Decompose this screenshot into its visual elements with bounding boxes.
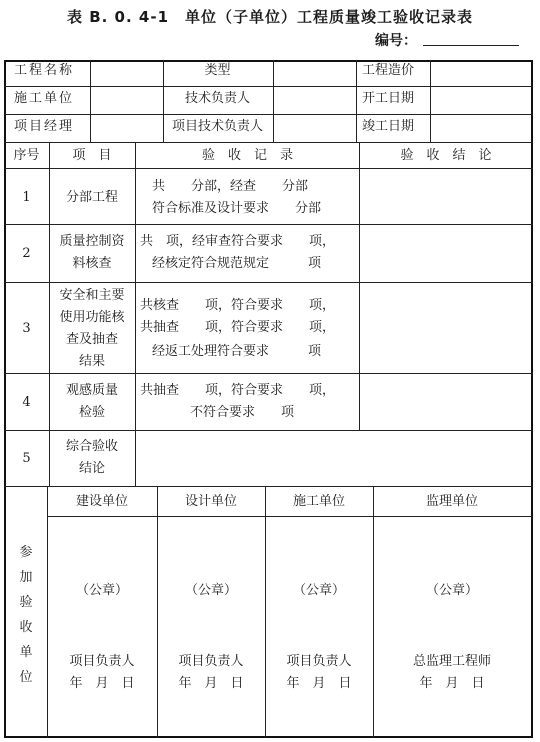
field-start-date[interactable] [433,88,529,112]
item-3-name-line2: 使用功能核 [59,310,125,325]
field-finish-date[interactable] [433,116,529,140]
grid-hline [4,168,533,169]
side-char: 参 [19,545,33,560]
grid-vline [90,60,91,142]
label-finish-date: 竣工日期 [362,119,415,134]
item-5-name-line2: 结论 [78,461,105,476]
item-3-name-line1: 安全和主要 [59,288,125,303]
unit-designer-name: 设计单位 [184,494,237,509]
item-3-record-line3: 经返工处理符合要求 项 [152,344,322,359]
label-tech-lead: 技术负责人 [184,91,250,106]
item-3-name-line4: 结果 [78,354,105,369]
grid-vline [265,486,266,738]
grid-hline [4,486,533,487]
grid-hline [4,114,533,115]
field-type[interactable] [275,60,353,84]
grid-vline [163,60,164,142]
unit-supervisor-seal: （公章） [425,583,478,598]
side-char: 位 [19,670,33,685]
field-constructor[interactable] [93,88,161,112]
label-project-name: 工程名称 [14,63,75,78]
side-char: 单 [19,645,33,660]
grid-vline [356,60,357,142]
grid-hline [4,282,533,283]
participants-header-line [48,516,533,517]
item-4-seq: 4 [22,395,31,410]
unit-contractor-name: 施工单位 [292,494,345,509]
grid-vline [157,486,158,738]
label-project-manager: 项目经理 [14,119,75,134]
item-5-name-line1: 综合验收 [65,439,118,454]
grid-hline [4,224,533,225]
grid-vline [373,486,374,738]
field-project-tech-lead[interactable] [275,116,353,140]
label-project-tech-lead: 项目技术负责人 [171,119,263,134]
label-cost: 工程造价 [362,63,415,78]
unit-contractor-date: 年 月 日 [286,676,352,691]
unit-owner-seal: （公章） [75,583,128,598]
serial-label: 编号： [375,33,417,49]
field-project-manager[interactable] [93,116,161,140]
item-2-record-line2: 经核定符合规范规定 项 [152,256,322,271]
item-1-record-line2: 符合标准及设计要求 分部 [152,201,322,216]
side-char: 验 [19,595,33,610]
grid-vline [273,60,274,142]
item-4-record-line1: 共抽查 项，符合要求 项， [140,383,336,398]
label-start-date: 开工日期 [362,91,415,106]
grid-hline [4,86,533,87]
item-1-record-line1: 共 分部，经查 分部 [152,179,309,194]
unit-designer-date: 年 月 日 [178,676,244,691]
conclusion-2[interactable] [362,228,530,280]
conclusion-3[interactable] [362,285,530,371]
item-4-name-line1: 观感质量 [65,383,118,398]
unit-owner-name: 建设单位 [75,494,128,509]
page-title: 表 B. 0. 4-1 单位（子单位）工程质量竣工验收记录表 [66,8,474,26]
unit-owner-date: 年 月 日 [69,676,135,691]
conclusion-5[interactable] [137,432,530,482]
unit-supervisor-name: 监理单位 [425,494,478,509]
item-3-record-line2: 共抽查 项，符合要求 项， [140,320,336,335]
field-cost[interactable] [433,60,529,84]
serial-input-line[interactable] [423,45,519,46]
item-5-seq: 5 [22,451,31,466]
item-2-name-line1: 质量控制资 [59,234,125,249]
item-4-record-line2: 不符合要求 项 [190,405,295,420]
label-constructor: 施工单位 [14,91,75,106]
label-type: 类型 [204,63,231,78]
unit-designer-seal: （公章） [184,583,237,598]
unit-owner-signer: 项目负责人 [69,654,135,669]
col-seq: 序号 [13,148,40,163]
side-char: 加 [19,570,33,585]
item-2-name-line2: 料核查 [72,256,112,271]
item-1-name: 分部工程 [65,190,118,205]
conclusion-4[interactable] [362,376,530,426]
item-3-seq: 3 [22,321,31,336]
item-4-name-line2: 检验 [78,405,105,420]
field-project-name[interactable] [93,60,161,84]
unit-supervisor-date: 年 月 日 [419,676,485,691]
participants-side-label [6,540,46,690]
conclusion-1[interactable] [362,172,530,222]
col-item: 项 目 [72,148,112,163]
grid-hline [4,142,533,143]
item-2-seq: 2 [22,246,31,261]
side-char: 收 [19,620,33,635]
unit-supervisor-signer: 总监理工程师 [412,654,491,669]
item-3-record-line1: 共核查 项，符合要求 项， [140,298,336,313]
col-conclusion: 验 收 结 论 [400,148,492,163]
grid-vline [47,486,48,738]
unit-contractor-seal: （公章） [292,583,345,598]
unit-designer-signer: 项目负责人 [178,654,244,669]
unit-contractor-signer: 项目负责人 [286,654,352,669]
grid-vline [430,60,431,142]
grid-vline [359,142,360,430]
grid-hline [4,373,533,374]
col-record: 验 收 记 录 [201,148,293,163]
grid-vline [135,142,136,486]
grid-hline [4,430,533,431]
field-tech-lead[interactable] [275,88,353,112]
item-2-record-line1: 共 项，经审查符合要求 项， [140,234,336,249]
item-1-seq: 1 [22,190,31,205]
item-3-name-line3: 查及抽查 [65,332,118,347]
